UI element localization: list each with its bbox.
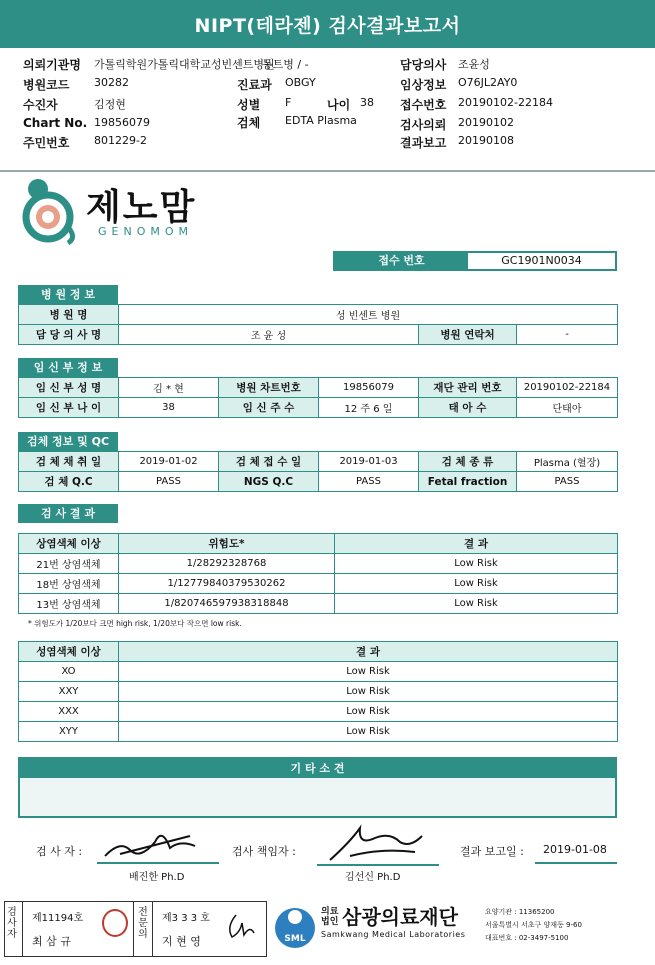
doctor-name: 조 윤 성 xyxy=(119,325,419,345)
result-cell: Low Risk xyxy=(335,554,618,574)
autosome-table xyxy=(18,533,618,614)
table-row xyxy=(19,682,618,702)
table-row xyxy=(19,722,618,742)
sex-chromosome-table xyxy=(18,641,618,742)
hospital-suffix: 동트병 / - xyxy=(262,58,309,71)
report-date: 2019-01-08 xyxy=(543,843,607,856)
pregnant-name: 김 * 현 xyxy=(119,378,219,398)
seal-stamp xyxy=(102,909,128,937)
collect-date: 2019-01-02 xyxy=(119,452,219,472)
divider xyxy=(133,901,134,957)
license-no-1: 제11194호 xyxy=(32,913,84,924)
divider xyxy=(22,901,23,957)
foundation-label: 재단 관리 번호 xyxy=(419,378,517,398)
hospital-name: 성 빈센트 병원 xyxy=(119,305,618,325)
chromosome-cell: 13번 상염색체 xyxy=(19,594,119,614)
qc-label: 검 체 Q.C xyxy=(19,472,119,492)
dept-value: OBGY xyxy=(285,76,316,89)
chart-value: 19856079 xyxy=(94,116,150,129)
table-row xyxy=(19,554,618,574)
hospital-label: 의뢰기관명 xyxy=(23,58,81,72)
sex-label: 성별 xyxy=(237,98,261,112)
divider xyxy=(152,901,153,957)
chromosome-cell: 21번 상염색체 xyxy=(19,554,119,574)
contact-value: - xyxy=(517,325,618,345)
tester-line xyxy=(97,862,219,864)
auto-header: 상염색체 이상 xyxy=(19,534,119,554)
karyotype-cell: XYY xyxy=(19,722,119,742)
receive-date: 2019-01-03 xyxy=(319,452,419,472)
request-label: 검사의뢰 xyxy=(400,118,447,132)
fetus-value: 단태아 xyxy=(517,398,618,418)
genomom-logo xyxy=(18,175,218,245)
org-legal: 의료 법인 xyxy=(321,907,339,927)
hospital-value: 가톨릭학원가톨릭대학교성빈센트병원 xyxy=(94,58,275,71)
result-cell: Low Risk xyxy=(119,722,618,742)
code-value: 30282 xyxy=(94,76,129,89)
table-row xyxy=(19,574,618,594)
karyotype-cell: XXY xyxy=(19,682,119,702)
logo-korean: 제노맘 xyxy=(86,187,197,228)
address: 서울특별시 서초구 양재동 9-60 xyxy=(485,921,582,929)
footer xyxy=(0,895,655,965)
ff-label: Fetal fraction xyxy=(419,472,517,492)
auto-header: 위험도* xyxy=(119,534,335,554)
report-date-line xyxy=(535,862,617,864)
receive-label: 검 체 접 수 일 xyxy=(219,452,319,472)
divider xyxy=(0,170,655,172)
report-value: 20190108 xyxy=(458,134,514,147)
chromosome-cell: 18번 상염색체 xyxy=(19,574,119,594)
result-cell: Low Risk xyxy=(335,574,618,594)
phone: 대표번호 : 02-3497-5100 xyxy=(485,934,569,942)
license-name-1: 최 삼 규 xyxy=(32,935,71,948)
chart-label: Chart No. xyxy=(23,116,88,130)
dept-label: 진료과 xyxy=(237,78,272,92)
karyotype-cell: XO xyxy=(19,662,119,682)
specimen-table xyxy=(18,451,618,492)
code-label: 병원코드 xyxy=(23,78,70,92)
doctor-label: 담당의사 xyxy=(400,58,447,72)
clinical-value: O76JL2AY0 xyxy=(458,76,518,89)
foundation-no: 20190102-22184 xyxy=(517,378,618,398)
result-cell: Low Risk xyxy=(119,682,618,702)
report-title: NIPT(테라젠) 검사결과보고서 xyxy=(0,0,655,48)
auto-header: 결 과 xyxy=(335,534,618,554)
result-cell: Low Risk xyxy=(119,702,618,722)
patient-label: 수진자 xyxy=(23,98,58,112)
code-line: 요양기관 : 11365200 xyxy=(485,908,555,916)
reg-label: 접수번호 xyxy=(400,98,447,112)
report-label: 결과보고 xyxy=(400,136,447,150)
patient-value: 김정현 xyxy=(94,98,126,111)
receipt-value: GC1901N0034 xyxy=(501,254,582,267)
contact-label: 병원 연락처 xyxy=(419,325,517,345)
specialist-signature xyxy=(224,911,258,941)
fetus-label: 태 아 수 xyxy=(419,398,517,418)
sex-header: 결 과 xyxy=(119,642,618,662)
table-row xyxy=(19,594,618,614)
result-cell: Low Risk xyxy=(119,662,618,682)
ngs-value: PASS xyxy=(319,472,419,492)
sex-value: F xyxy=(285,96,292,109)
reg-value: 20190102-22184 xyxy=(458,96,553,109)
specimen-value: EDTA Plasma xyxy=(285,114,357,127)
weeks-value: 12 주 6 일 xyxy=(319,398,419,418)
receipt-label: 접수 번호 xyxy=(335,253,468,269)
qc-value: PASS xyxy=(119,472,219,492)
hospital-table xyxy=(18,304,618,345)
type-value: Plasma (혈장) xyxy=(517,452,618,472)
risk-cell: 1/12779840379530262 xyxy=(119,574,335,594)
tester-name: 배진한 Ph.D xyxy=(129,872,185,883)
manager-label: 검사 책임자 : xyxy=(232,845,296,858)
manager-line xyxy=(317,864,439,866)
license-name-2: 지 현 영 xyxy=(162,935,201,948)
pregnant-age: 38 xyxy=(119,398,219,418)
manager-name: 김선신 Ph.D xyxy=(345,872,401,883)
genomom-emblem-icon xyxy=(18,175,84,245)
karyotype-cell: XXX xyxy=(19,702,119,722)
table-row xyxy=(19,702,618,722)
doctor-name-label: 담 당 의 사 명 xyxy=(19,325,119,345)
specimen-label: 검체 xyxy=(237,116,261,130)
sex-header: 성염색체 이상 xyxy=(19,642,119,662)
receipt-number xyxy=(333,251,617,271)
ff-value: PASS xyxy=(517,472,618,492)
license-no-2: 제3 3 3 호 xyxy=(162,913,210,924)
tester-vertical: 검사자 xyxy=(7,907,17,940)
org-english: Samkwang Medical Laboratories xyxy=(321,930,466,939)
doctor-value: 조윤성 xyxy=(458,58,490,71)
id-label: 주민번호 xyxy=(23,136,70,150)
request-value: 20190102 xyxy=(458,116,514,129)
age-label: 나이 xyxy=(327,98,351,112)
other-opinions-title: 기 타 소 견 xyxy=(20,759,615,778)
specialist-vertical: 전문의 xyxy=(138,907,148,940)
clinical-label: 임상정보 xyxy=(400,78,447,92)
age-value: 38 xyxy=(360,96,374,109)
report-date-label: 결과 보고일 : xyxy=(460,845,524,858)
tester-label: 검 사 자 : xyxy=(36,845,83,858)
manager-signature xyxy=(320,822,430,864)
section-results: 검 사 결 과 xyxy=(18,504,118,523)
risk-cell: 1/28292328768 xyxy=(119,554,335,574)
header-info xyxy=(0,48,655,168)
org-name: 삼광의료재단 xyxy=(342,905,458,929)
pregnant-table xyxy=(18,377,618,418)
section-hospital: 병 원 정 보 xyxy=(18,285,118,304)
chart-no: 19856079 xyxy=(319,378,419,398)
logo-english: GENOMOM xyxy=(98,225,194,238)
weeks-label: 임 신 주 수 xyxy=(219,398,319,418)
result-cell: Low Risk xyxy=(335,594,618,614)
pregnant-age-label: 임 신 부 나 이 xyxy=(19,398,119,418)
section-pregnant: 임 신 부 정 보 xyxy=(18,358,118,377)
risk-note: * 위험도가 1/20보다 크면 high risk, 1/20보다 작으면 low risk. xyxy=(28,619,242,628)
svg-text:SML: SML xyxy=(284,934,306,944)
hospital-name-label: 병 원 명 xyxy=(19,305,119,325)
chart-no-label: 병원 차트번호 xyxy=(219,378,319,398)
id-value: 801229-2 xyxy=(94,134,147,147)
pregnant-name-label: 임 신 부 성 명 xyxy=(19,378,119,398)
collect-label: 검 체 채 취 일 xyxy=(19,452,119,472)
sml-logo-icon xyxy=(272,905,318,951)
table-row xyxy=(19,662,618,682)
ngs-label: NGS Q.C xyxy=(219,472,319,492)
tester-signature xyxy=(100,822,210,862)
other-opinions xyxy=(18,757,617,818)
section-specimen: 검체 정보 및 QC xyxy=(18,432,118,451)
type-label: 검 체 종 류 xyxy=(419,452,517,472)
risk-cell: 1/820746597938318848 xyxy=(119,594,335,614)
